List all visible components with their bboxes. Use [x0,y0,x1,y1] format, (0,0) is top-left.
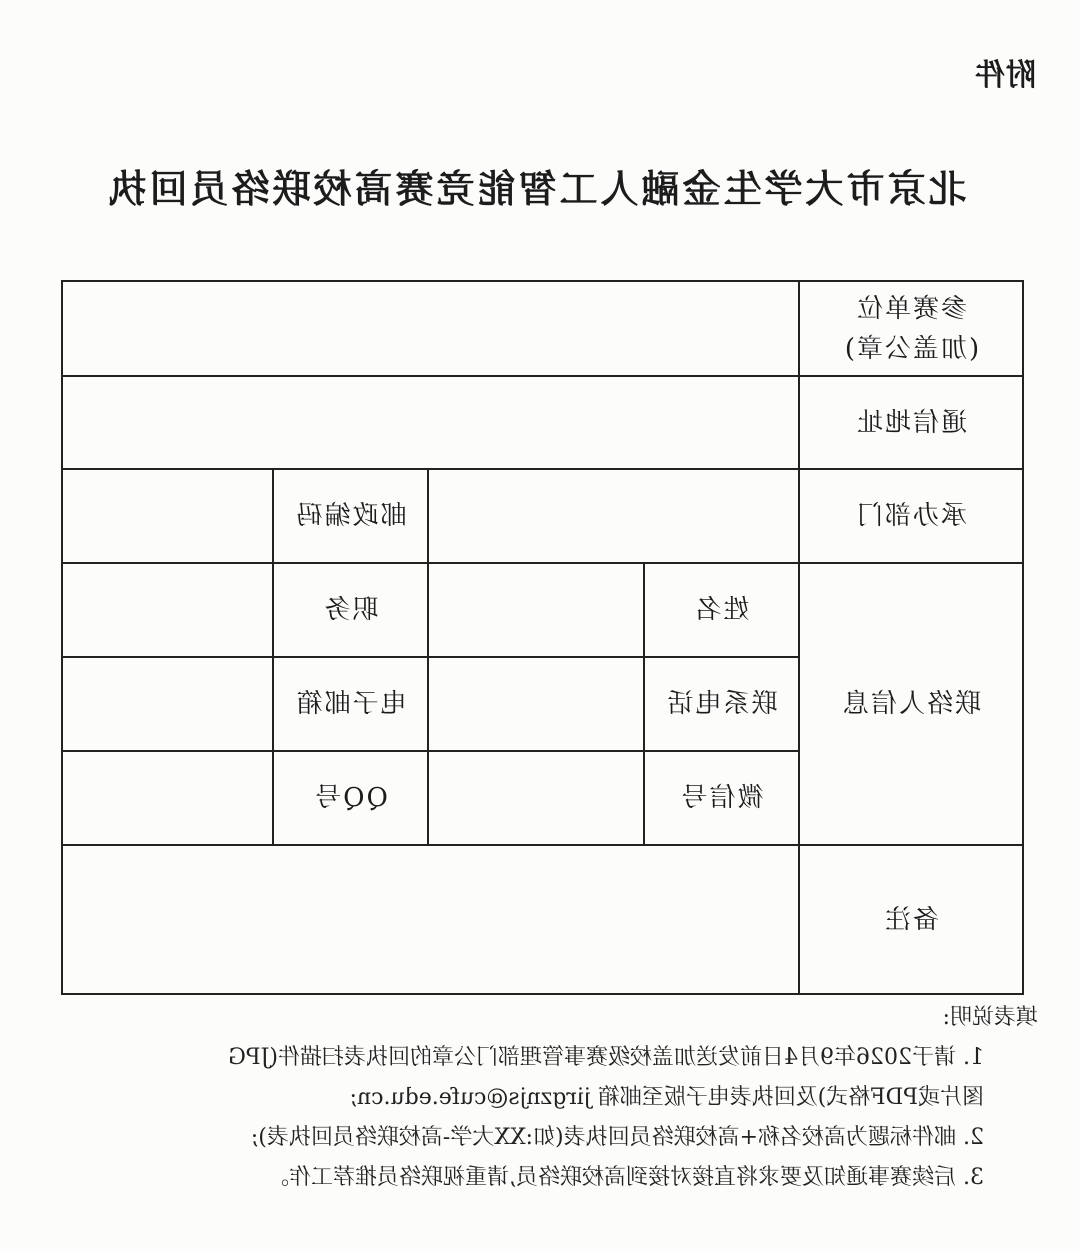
phone-value-cell[interactable] [428,657,644,751]
remarks-label-cell [799,845,1023,994]
address-label-cell [799,376,1023,469]
unit-label: 参赛单位 [855,293,968,324]
remarks-value-cell[interactable] [62,845,799,994]
unit-label-cell [799,281,1023,376]
remarks-label: 备注 [883,904,940,935]
address-value-cell[interactable] [62,376,799,469]
instructions-heading: 填表说明: [942,1005,1038,1030]
address-label: 通信地址 [855,407,968,438]
instruction-item-1: 1. 请于2026年9月4日前发送加盖校级赛事管理部门公章的回执表扫描件(JPG [228,1045,984,1070]
wechat-label: 微信号 [679,783,764,813]
qq-label: QQ号 [313,783,388,813]
position-label-cell [273,563,428,657]
department-label-cell [799,469,1023,563]
wechat-value-cell[interactable] [428,751,644,845]
postcode-value-cell[interactable] [62,469,273,563]
instruction-item-2: 2. 邮件标题为高校名称+高校联络员回执表(如:XX大学-高校联络员回执表); [250,1125,984,1150]
contact-info-label-cell [799,563,1023,845]
instruction-item-3: 3. 后续赛事通知及要求将直接对接到高校联络员,请重视联络员推荐工作。 [267,1165,984,1190]
email-value-cell[interactable] [62,657,273,751]
filling-instructions [30,998,1040,1198]
name-label-cell [644,563,799,657]
postcode-label-cell [273,469,428,563]
position-value-cell[interactable] [62,563,273,657]
unit-value-cell[interactable] [62,281,799,376]
receipt-form-table [61,280,1024,995]
postcode-label: 邮政编码 [294,501,407,531]
attachment-label: 附件 [974,58,1036,93]
unit-stamp-note: (加盖公章) [842,333,980,364]
phone-label-cell [644,657,799,751]
qq-label-cell [273,751,428,845]
page-title: 北京市大学生金融人工智能竞赛高校联络员回执 [105,167,967,211]
department-value-cell[interactable] [428,469,799,563]
name-label: 姓名 [693,595,750,625]
contact-info-label: 联络人信息 [841,689,982,719]
department-label: 承办部门 [855,501,968,531]
wechat-label-cell [644,751,799,845]
phone-label: 联系电话 [665,689,778,719]
name-value-cell[interactable] [428,563,644,657]
instruction-item-1-continued: 图片或PDF格式)及回执表电子版至邮箱 jirgznjs@cufe.edu.cn; [349,1085,984,1110]
position-label: 职务 [322,595,379,625]
qq-value-cell[interactable] [62,751,273,845]
email-label: 电子邮箱 [294,689,407,719]
email-label-cell [273,657,428,751]
